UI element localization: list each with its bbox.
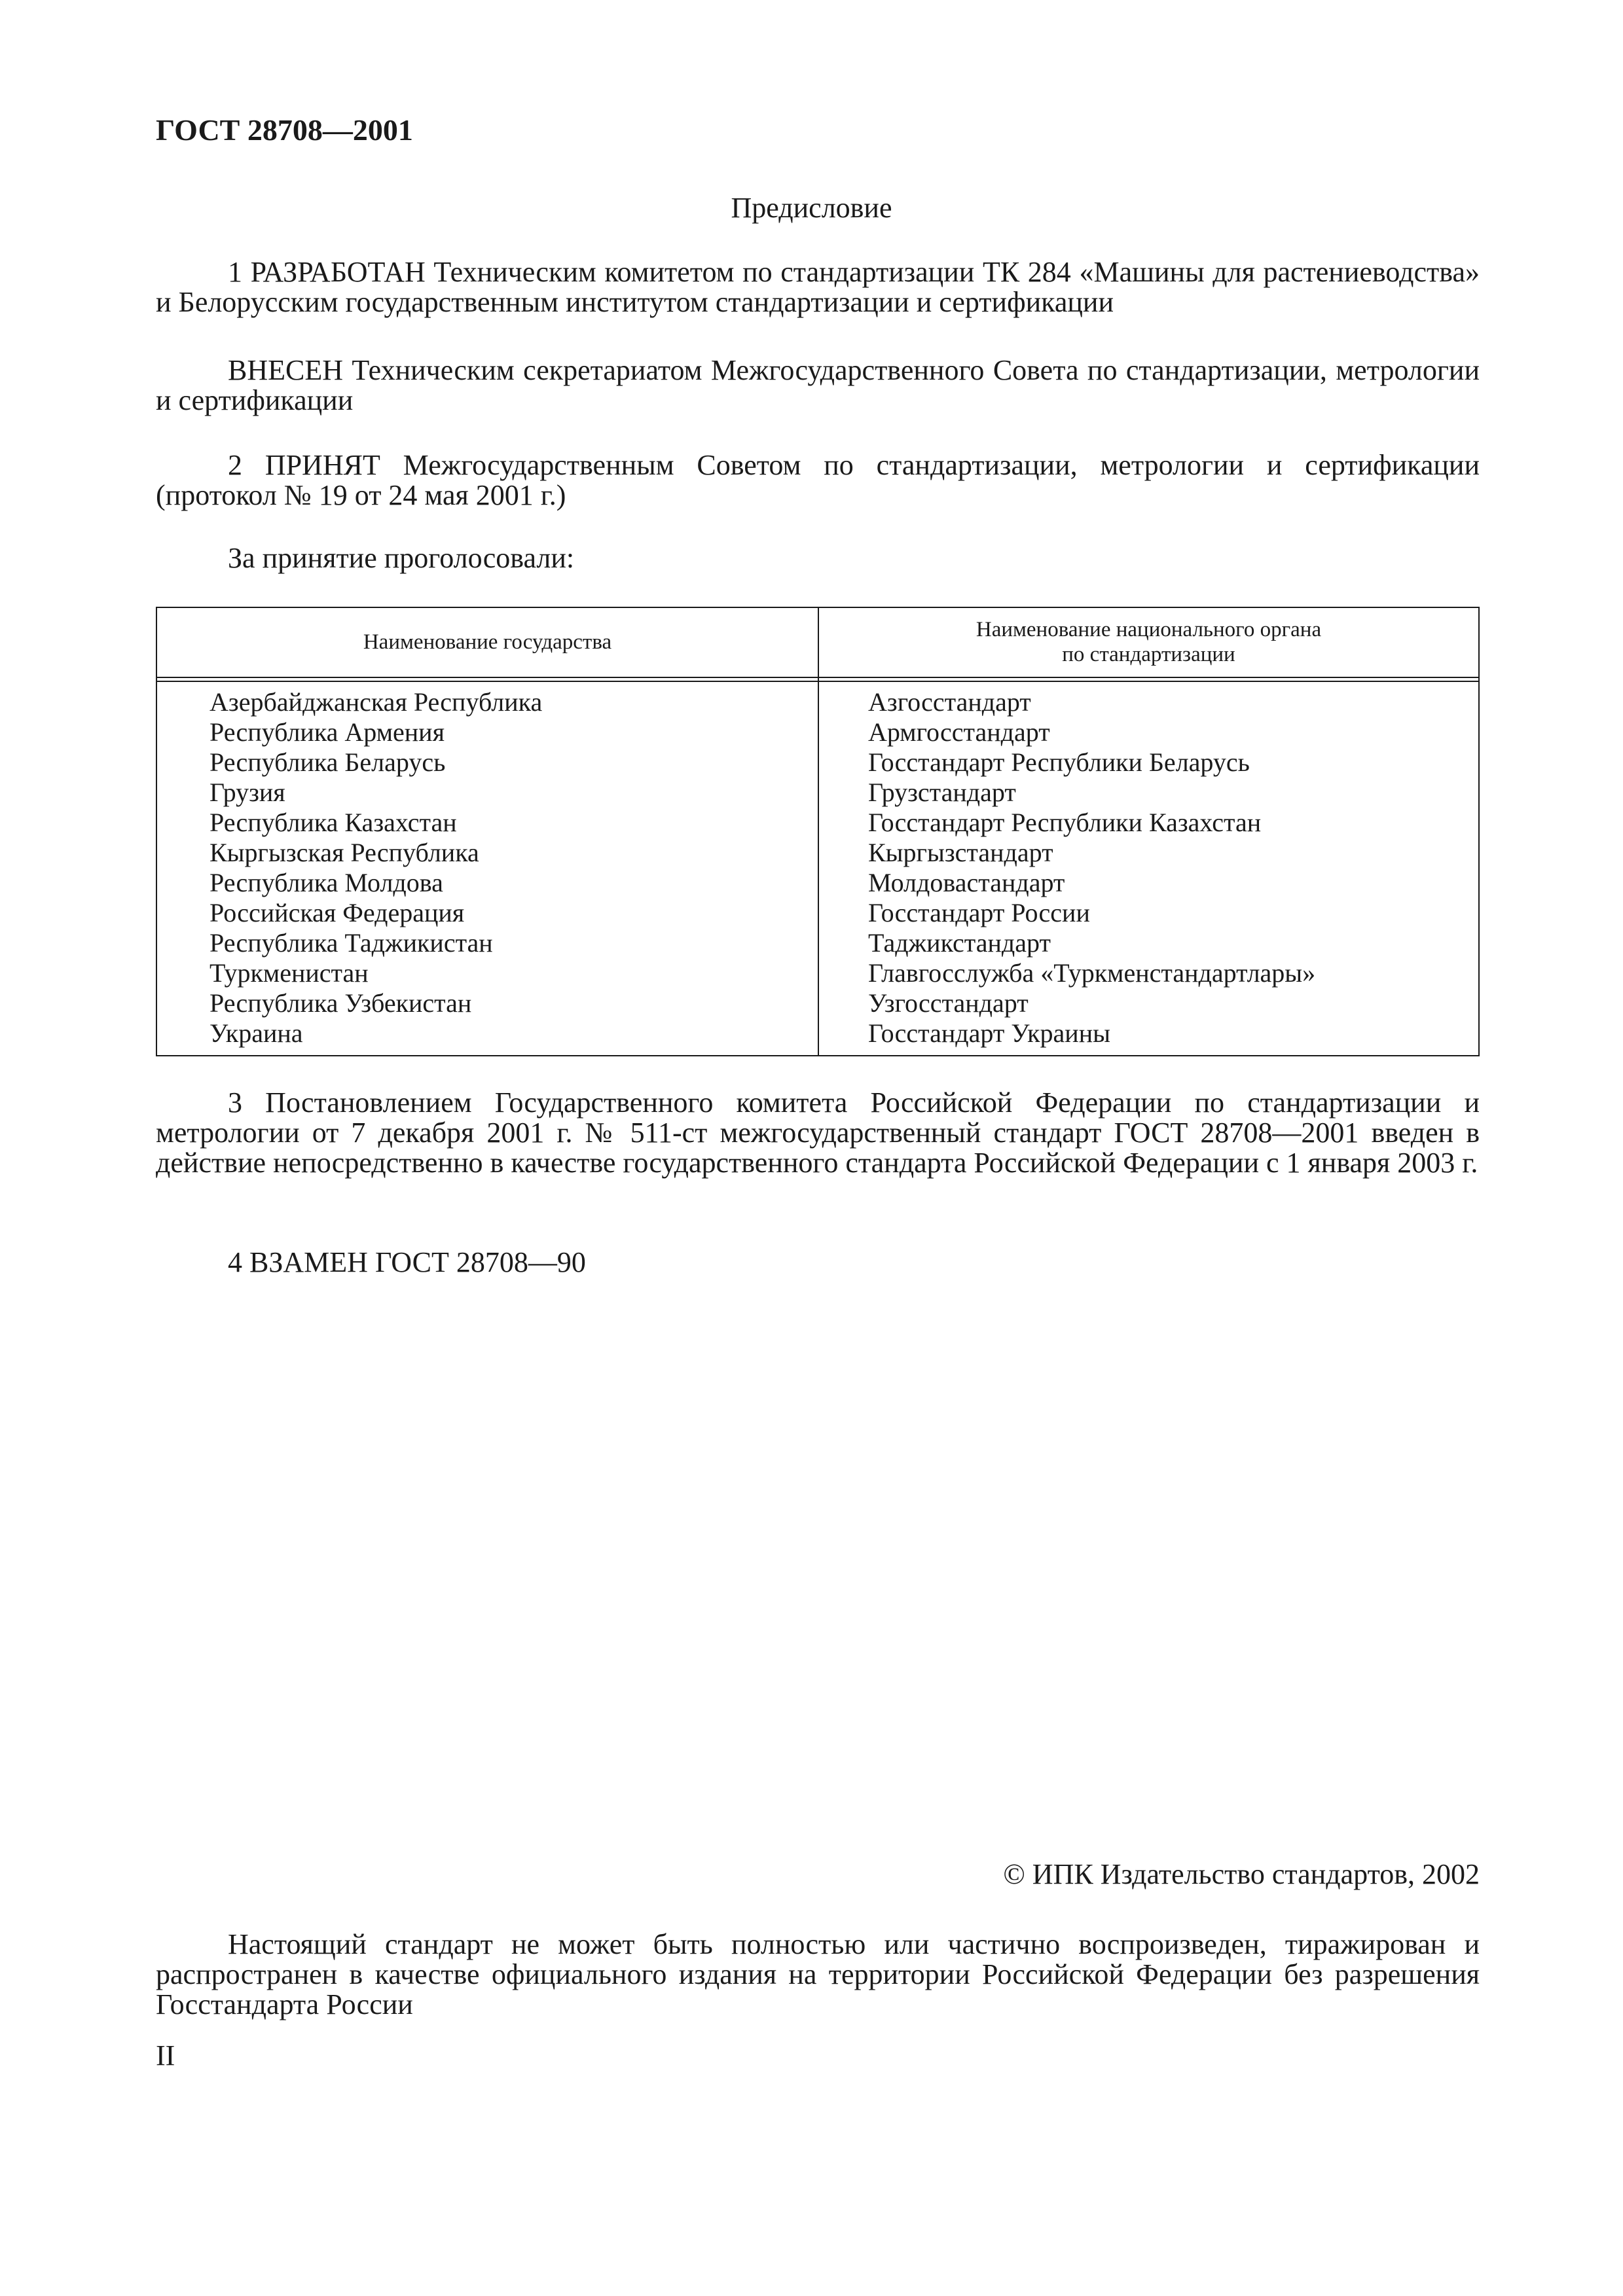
state-name: Республика Таджикистан [210,928,493,958]
foreword-title: Предисловие [731,192,892,224]
body-name: Молдовастандарт [868,868,1065,897]
item-1-developed: 1 РАЗРАБОТАН Техническим комитетом по стандартизации ТК 284 «Машины для растениеводства» и Белорусским государственным институтом стандартизации и сертификации [156,256,1480,318]
body-name: Госстандарт России [868,898,1090,927]
voted-intro: За принятие проголосовали: [228,542,575,574]
state-name: Кыргызская Республика [210,838,479,867]
state-name: Республика Узбекистан [210,988,472,1018]
body-name: Таджикстандарт [868,928,1051,958]
header-body-line1: Наименование национального органа [976,618,1322,641]
body-name: Кыргызстандарт [868,838,1053,867]
bodies-column [868,687,1315,1049]
item-4-replaces: 4 ВЗАМЕН ГОСТ 28708—90 [228,1246,586,1278]
state-name: Республика Молдова [210,868,443,897]
header-state-label: Наименование государства [363,630,612,654]
header-rule [157,677,1478,678]
header-national-body [819,608,1478,676]
header-rule-double [157,681,1478,682]
state-name: Украина [210,1018,303,1048]
body-name: Узгосстандарт [868,988,1029,1018]
page-number: II [156,2039,175,2072]
copyright-notice: © ИПК Издательство стандартов, 2002 [1003,1858,1480,1890]
reproduction-notice: Настоящий стандарт не может быть полностью или частично воспроизведен, тиражирован и распространен в качестве официального издания на территории Российской Федерации без разрешения Госстандарта России [156,1928,1480,2020]
states-column [210,687,542,1049]
state-name: Российская Федерация [210,898,465,927]
state-name: Грузия [210,778,285,807]
body-name: Госстандарт Республики Казахстан [868,808,1262,837]
body-name: Азгосстандарт [868,687,1031,717]
header-body-line2: по стандартизации [1062,643,1235,666]
state-name: Республика Беларусь [210,747,446,777]
item-2-adopted: 2 ПРИНЯТ Межгосударственным Советом по стандартизации, метрологии и сертификации (протокол № 19 от 24 мая 2001 г.) [156,449,1480,511]
voting-table [156,607,1480,1056]
body-name: Госстандарт Республики Беларусь [868,747,1250,777]
state-name: Республика Казахстан [210,808,457,837]
body-name: Армгосстандарт [868,717,1050,747]
body-name: Грузстандарт [868,778,1016,807]
item-1-submitted: ВНЕСЕН Техническим секретариатом Межгосударственного Совета по стандартизации, метрологии и сертификации [156,354,1480,416]
state-name: Туркменистан [210,958,369,988]
state-name: Азербайджанская Республика [210,687,543,717]
state-name: Республика Армения [210,717,445,747]
body-name: Госстандарт Украины [868,1018,1110,1048]
standard-code: ГОСТ 28708—2001 [156,113,413,147]
body-name: Главгосслужба «Туркменстандартлары» [868,958,1316,988]
item-3-enactment: 3 Постановлением Государственного комитета Российской Федерации по стандартизации и метрологии от 7 декабря 2001 г. № 511-ст межгосударственный стандарт ГОСТ 28708—2001 введен в действие непосредственно в качестве государственного стандарта Российской Федерации с 1 января 2003 г. [156,1086,1480,1179]
header-state [157,608,818,676]
